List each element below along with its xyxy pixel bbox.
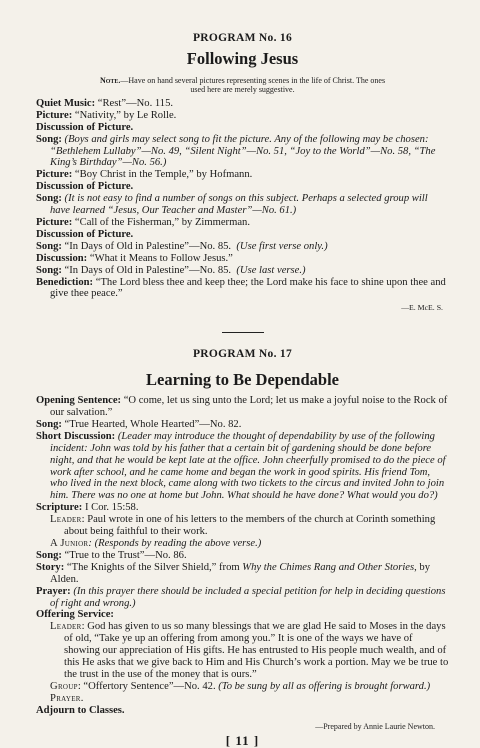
program-16-item-song-3 (36, 241, 449, 253)
program-17-scripture (36, 502, 449, 514)
item-text: “In Days of Old in Palestine”—No. 85. (61, 240, 232, 252)
item-label: Opening Sentence: (36, 395, 122, 407)
item-text: “O come, let us sing unto the Lord; let us make a joyful noise to the Rock of our salvation.” (50, 395, 448, 419)
item-label: Song: (36, 418, 62, 430)
program-16-item-discussion-4 (36, 253, 449, 265)
item-text: (It is not easy to find a number of songs on this subject. Perhaps a selected group will have learned “Jesus, Our Teacher and Master”—No. 61.) (50, 193, 428, 217)
role-label: A Junior (50, 538, 89, 549)
program-17-prayer-2: Prayer. (50, 692, 84, 704)
item-text: “Boy Christ in the Temple,” by Hofmann. (72, 169, 253, 181)
role-label: Leader (50, 621, 82, 633)
program-16-item-discussion-2 (36, 181, 449, 193)
program-16-item-picture-1 (36, 110, 449, 122)
item-note: (To be sung by all as offering is brought forward.) (218, 680, 431, 692)
item-label: Song: (36, 549, 62, 561)
item-label: Discussion: (36, 252, 88, 264)
program-17-leader-2 (36, 621, 449, 681)
note-label: Note. (99, 75, 121, 85)
item-text: “True to the Trust”—No. 86. (61, 549, 187, 561)
item-text: “Call of the Fisherman,” by Zimmerman. (72, 216, 250, 228)
program-17-group (36, 681, 449, 693)
program-16-number: PROGRAM No. 16 (192, 32, 293, 44)
program-16-title: Following Jesus (186, 48, 299, 68)
item-text: (Leader may introduce the thought of dependability by use of the following incident: John was told by his father that a certain bit of gardening should be done before night, and that he would be kept late at the office. John cheerfully promised to do the piece of work after school, and he came home and began the work in good spirits. His friend Tom, who lived in the next block, came along with two tickets to the circus and invited John to join him. There was no one at home but John. What should he have done? What would you do?) (50, 430, 446, 502)
program-16-item-quiet-music (36, 98, 449, 110)
item-label: Quiet Music: (36, 97, 96, 109)
item-text: I Cor. 15:58. (82, 502, 139, 514)
item-text: : God has given to us so many blessings that we are glad He said to Moses in the days of old, “Take ye up an offering from among you.” It is one of the ways we have of showing our appreciation of His gifts. He has entrusted to His people much wealth, and of this He asks that we give back to Him and His Church’s work a portion. May we be true to the trust in the use of the money that is ours.” (64, 621, 449, 680)
item-label: Song: (36, 240, 62, 252)
program-16-item-picture-3 (36, 217, 449, 229)
item-note: (Use last verse.) (236, 264, 306, 276)
program-17-offering-service (36, 609, 449, 621)
item-label: Short Discussion: (36, 430, 116, 442)
item-label: Song: (36, 264, 62, 276)
item-label: Offering Service: (36, 609, 114, 621)
program-16-item-discussion-1 (36, 122, 449, 134)
item-text: “True Hearted, Whole Hearted”—No. 82. (61, 418, 242, 430)
item-label: Picture: (36, 216, 73, 228)
item-label: Discussion of Picture. (36, 181, 134, 193)
item-label: Scripture: (36, 502, 83, 514)
item-label: Picture: (36, 169, 73, 181)
program-17-junior (36, 538, 449, 550)
program-16-credit: —E. McE. S. (401, 303, 443, 313)
program-17-title: Learning to Be Dependable (146, 370, 339, 390)
program-16-item-song-2 (36, 193, 449, 217)
program-17-short-discussion (36, 431, 449, 502)
program-16-item-song-1 (36, 134, 449, 170)
item-text: : (Responds by reading the above verse.) (88, 538, 262, 549)
item-text: (In this prayer there should be included a special petition for help in deciding questions of right and wrong.) (50, 585, 446, 609)
item-note: (Use first verse only.) (236, 240, 328, 252)
item-label: Discussion of Picture. (36, 121, 134, 133)
item-text: “The Knights of the Silver Shield,” from (64, 561, 243, 573)
program-16-item-picture-2 (36, 169, 449, 181)
program-17-number: PROGRAM No. 17 (192, 348, 293, 361)
program-17-story (36, 562, 449, 586)
item-label: Discussion of Picture. (36, 228, 134, 240)
program-17-prayer (36, 586, 449, 610)
item-text: “What it Means to Follow Jesus.” (87, 252, 233, 264)
program-16-item-song-4 (36, 265, 449, 277)
program-17-song-1 (36, 419, 449, 431)
item-label: Song: (36, 133, 62, 145)
item-label: Benediction: (36, 276, 94, 288)
section-divider (222, 332, 264, 333)
item-text: (Boys and girls may select song to fit the picture. Any of the following may be chosen: “Bethlehem Lullaby”—No. 49, “Silent Night”—No. 51, “Joy to the World”—No. 58, “The King’s Birthday”—No. 56.) (50, 133, 436, 169)
item-text: : “Offertory Sentence”—No. 42. (77, 680, 219, 692)
program-17-items (36, 395, 449, 716)
note-text: —Have on hand several pictures representing scenes in the life of Christ. The ones used here are merely suggestive. (120, 75, 386, 94)
program-16-note (92, 76, 393, 94)
item-label: Story: (36, 561, 65, 573)
item-text: “The Lord bless thee and keep thee; the Lord make his face to shine upon thee and give thee peace.” (50, 276, 446, 300)
item-text: “In Days of Old in Palestine”—No. 85. (61, 264, 232, 276)
program-17-opening-sentence (36, 395, 449, 419)
program-17-credit: —Prepared by Annie Laurie Newton. (315, 721, 435, 731)
page-number: [ 11 ] (225, 732, 260, 748)
item-label: Picture: (36, 109, 73, 121)
program-16-item-benediction (36, 277, 449, 301)
program-17-song-2 (36, 550, 449, 562)
item-text: : Paul wrote in one of his letters to the members of the church at Corinth something about being faithful to their work. (64, 514, 436, 538)
item-label: Song: (36, 193, 62, 205)
program-16-items (36, 98, 449, 300)
item-label: Prayer: (36, 585, 71, 597)
program-17-adjourn: Adjourn to Classes. (36, 704, 125, 716)
item-text-end: , by Alden. (50, 561, 430, 585)
book-title: Why the Chimes Rang and Other Stories (242, 561, 415, 573)
item-text: “Nativity,” by Le Rolle. (72, 109, 177, 121)
role-label: Leader (50, 514, 82, 526)
item-text: “Rest”—No. 115. (95, 97, 174, 109)
role-label: Group (50, 680, 78, 692)
program-16-item-discussion-3 (36, 229, 449, 241)
program-17-leader-1 (36, 514, 449, 538)
